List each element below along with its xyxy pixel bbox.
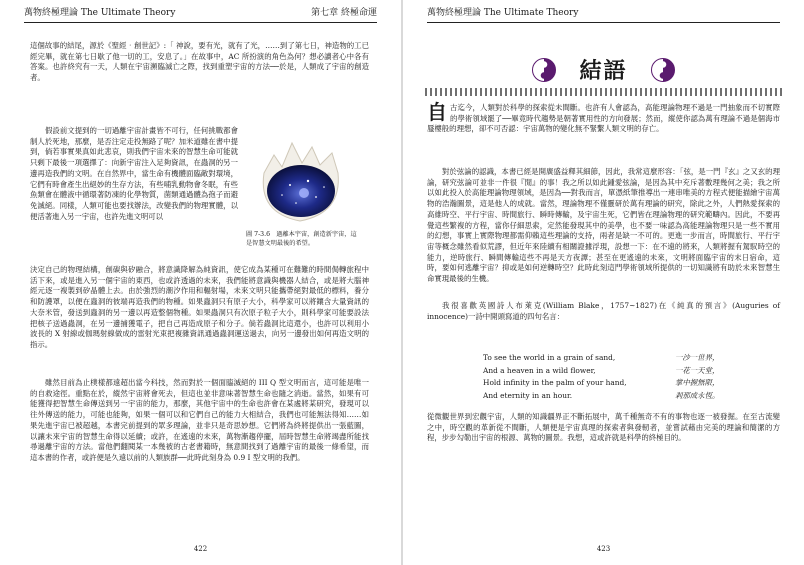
paragraph-text: 決定自己的物理結構，創碳與矽融合，將意識降解為純資訊，使它成為某種可在難難的時間侷轉旅程中活下來，或是進入另一個宇宙的東西，也或許透過的未來，我們能將意識與機器人結合，或是將大腦神經元逐一複製到矽晶體上去。由於強烈的潮汐作用和輻射場，未來文明只能攜帶絕對最低的標料，養分和防護罩，以便在蟲洞的彼端再造我們的物種。如果蟲洞只有原子大小，科學家可以將鑲含大量資訊的大奈米管，發送到蟲洞的另一邊以再造整個物種。如果蟲洞只有次原子粒子大小，則科學家可能要設法把核子送過蟲洞，在另一邊捕獲電子，把自己再造成原子和分子。倘若蟲洞比這還小，也許可以利用小波長的 X 射線或伽瑪射線做成的雷射光束把複雜資訊通過蟲洞運送過去，向另一邊發出如何再造文明的指示。 [30,265,369,349]
chapter-header: 第七章 終極命運 [311,8,377,18]
paragraph [427,167,780,285]
yin-yang-icon [651,58,675,82]
poem-chinese: 掌中握無限， [675,378,720,387]
paragraph-text: 這個故事的結尾，源於《聖經‧創世記》:「 神說，要有光，就有了光，……到了第七日，神造物的工已經完畢，就在第七日歇了他一切的工，安息了。」在故事中，AC 所扮演的角色為何？想必讀者心中各有答案。也許終究有一天，人類在宇宙瀕臨滅亡之際，找到重塑宇宙的方法──於是，人類成了宇宙的創造者。 [30,41,369,83]
paragraph [427,100,780,135]
paragraph [427,301,780,322]
poem-english: Hold infinity in the palm of your hand, [483,378,627,387]
left-page [0,0,401,565]
book-title-header: 萬物終極理論 The Ultimate Theory [427,8,579,18]
poem [483,352,743,402]
page-number: 423 [596,545,611,553]
poem-english: And a heaven in a wild flower, [483,365,596,375]
yin-yang-icon [532,58,556,82]
poem-line [483,390,743,403]
poem-chinese: 一花一天堂， [675,365,720,375]
paragraph [30,41,369,84]
egg-universe-figure [246,133,354,225]
poem-chinese: 一沙一世界， [675,353,720,362]
poem-english: And eternity in an hour. [483,390,573,400]
poem-line [483,365,743,378]
right-page [403,0,804,565]
paragraph-text: 假設前文提到的一切過離宇宙計畫皆不可行，任何挑戰都會制人於死地，那麼，是否注定走投無路了呢？加米道雖在書中提到，倘若事實果真如此悲哀，則我們宇宙未來的智慧生命可能就只剩下最後一項選擇了：向新宇宙注入足夠資訊，在蟲洞的另一邊再造我們的文明。在自然界中，當生命有機體面臨敵對環境，它們有時會產生出絕妙的生存方法，有些哺乳動物會冬眠，有些魚類會在體液中循環著防凍的化學物質，菌類通過體為孢子而避免滅絕。同樣，人類可能也要找辦法，改變我們的物理實體，以便活著進入另一宇宙，也許先進文明可以 [30,126,238,221]
chapter-title-block [403,54,804,88]
paragraph [30,265,369,351]
decorative-divider [425,88,782,96]
chapter-title: 結語 [579,58,628,84]
page-number: 422 [193,545,208,553]
running-header [427,6,780,20]
paragraph [30,126,238,222]
paragraph-text: 雖然目前為止樸樣都遠超出當今科技，然而對於一個面臨滅絕的 III Q 型文明而言，這可能是唯一的自救途徑。重點在於，縱然宇宙將會死去，但這也並非意味著智慧生命也隨之消逝。當然，如果有可能獲得把智慧生命傳送到另一宇宙的能力，那麼，其他宇宙中的生命也許會在某處將某研究，發現可以往外傳送的能力，可能也能夠，如果一個可以和它們自己的能力大相結合，我們也可能無法得知……如果先進宇宙已被超越，本書完前提到的眾多理論，並非只是奇思妙想。它們將為終將提供出一張藍圖，以讓未來宇宙的智慧生命得以延續；或許，在遙遠的未來，萬物漸趨停擺，屆時智慧生命將竭盡所能找尋過離宇宙的方法。當他們翻閱某一本幾被的古老書籍時，無意間找到了過離宇宙的最後一條希望，而這本書的作者，或許便是久遠以前的人類族群──此時此刻身為 0.9 I 型文明的我們。 [30,378,369,462]
book-title-header: 萬物終極理論 The Ultimate Theory [24,8,176,18]
paragraph-text: 古迄今，人類對於科學的探索從未間斷。也許有人會認為，高能理論物理不過是一門抽象而不切實際的學術領域罷了──畢竟時代趨勢是朝著實用性的方向發展；然而，縱使你認為萬有理論不過是個海市蜃樓般的理想，卻不可否認：宇宙萬物的變化無不緊繫人類文明的存亡。 [427,103,780,134]
paragraph [30,378,369,464]
paragraph-text: 對於弦論的認識，本書已經是開廣盛益釋其細節，因此，我常這麼形容：「弦，是一門『玄』之又玄的理論，研究弦論可並非一件很『閒』的事！我之所以如此鍾愛弦論，是因為其中充斥著數理幾何之美；我之所以如此投入於高能理論物理領域，是因為──對我而言，單憑紙筆推導出一連串唯美的方程式便能描繪宇宙萬物的浩瀚圖景，這是他人的成就。當然，理論物理不僅靈研於萬有理論的研究，除此之外，人們熱愛探索的高維時空、平行宇宙、時間旅行、瞬時傳輸，及宇宙生死，它們皆在理論物理的研究範疇內。因此，不要再覺這些繁複的方程，當你仔細思索，定然能發現其中的美學，也不要一味認為高能理論物理只是一些不實用的幻想，事實上實際物理都需仰賴這些理論的支持，兩者是缺一不可的。更進一步而言，時間旅行、平行宇宙等概念雖然看似荒謬，但近年來陸續有相關證據浮現，設想一下：在不遠的將來，人類將握有駕馭時空的能力，逆時旅行、瞬間傳輸這些不再是天方夜譚；甚至在更遙遠的未來，文明將面臨宇宙的末日宿命，這時，要如何逃離宇宙？抑或是如何逆轉時空？此時此刻這門學術領域所提供的一切知識將有助於未來智慧生命實現最後的生機。 [427,167,780,284]
poem-chinese: 剎那成永恆。 [675,390,720,400]
header-rule [24,22,377,23]
poem-line [483,352,743,365]
paragraph [427,412,780,444]
running-header [24,6,377,20]
poem-line [483,377,743,390]
figure-caption: 圖 7-3.6 過離本宇宙，創造新宇宙，這是智慧文明最後的希望。 [246,231,357,247]
paragraph-text: 我很喜歡英國詩人布萊克(William Blake，1757~1827)在《純真的預言》(Auguries of innocence)一詩中開頭寫道的四句名言： [427,301,780,321]
paragraph-text: 從微觀世界到宏觀宇宙，人類的知識疆界正不斷拓展中，萬千種無奇不有的事物也逐一被發掘。在至古流變之中，時空觀的革新從不間斷，人類便是宇宙真理的探索者與發軔者，並嘗試藉由完美的理論和簡潔的方程，步步勾勒出宇宙的根源、萬物的圖景。我想，這或許就是科學的終極目的。 [427,412,780,443]
drop-cap: 自 [427,100,447,124]
poem-english: To see the world in a grain of sand, [483,353,616,362]
header-rule [427,22,780,23]
